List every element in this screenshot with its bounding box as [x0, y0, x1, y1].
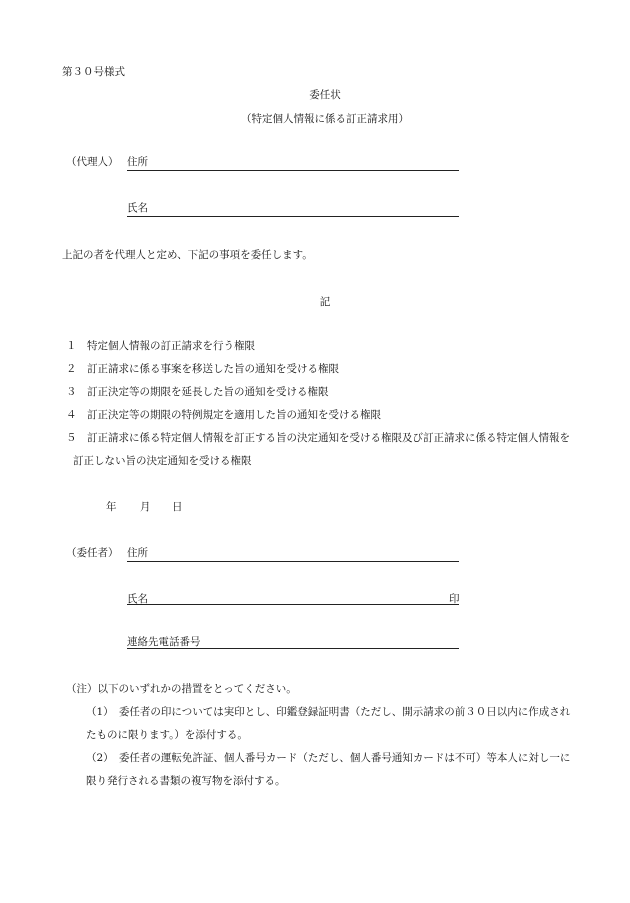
principal-name-line — [127, 604, 459, 605]
ki-heading: 記 — [319, 296, 331, 308]
form-number: 第３０号様式 — [62, 66, 125, 78]
principal-address-line — [127, 561, 459, 562]
date-year: 年 — [106, 501, 117, 513]
document-subtitle: （特定個人情報に係る訂正請求用） — [241, 113, 409, 125]
agent-address-label: 住所 — [127, 156, 148, 168]
note-1: （1） 委任者の印については実印とし、印鑑登録証明書（ただし、開示請求の前３０日以内に作成され — [86, 706, 571, 718]
principal-label: （委任者） — [66, 547, 119, 559]
principal-phone-label: 連絡先電話番号 — [127, 636, 201, 648]
note-1-continued: たものに限ります。）を添付する。 — [86, 729, 248, 741]
agent-address-line — [127, 170, 459, 171]
principal-phone-line — [127, 648, 459, 649]
note-2: （2） 委任者の運転免許証、個人番号カード（ただし、個人番号通知カードは不可）等本人に対し一に — [86, 752, 571, 764]
date-month: 月 — [140, 501, 151, 513]
intro-text: 上記の者を代理人と定め、下記の事項を委任します。 — [62, 249, 313, 261]
item-1: １ 特定個人情報の訂正請求を行う権限 — [66, 340, 255, 352]
document-title: 委任状 — [309, 89, 341, 101]
agent-name-label: 氏名 — [127, 202, 148, 214]
item-5-continued: 訂正しない旨の決定通知を受ける権限 — [73, 455, 252, 467]
item-3: ３ 訂正決定等の期限を延長した旨の通知を受ける権限 — [66, 386, 329, 398]
item-4: ４ 訂正決定等の期限の特例規定を適用した旨の通知を受ける権限 — [66, 409, 381, 421]
date-day: 日 — [172, 501, 183, 513]
agent-label: （代理人） — [66, 156, 119, 168]
principal-address-label: 住所 — [127, 547, 148, 559]
note-2-continued: 限り発行される書類の複写物を添付する。 — [86, 775, 286, 787]
seal-mark: 印 — [449, 593, 460, 605]
item-2: ２ 訂正請求に係る事案を移送した旨の通知を受ける権限 — [66, 363, 339, 375]
item-5: ５ 訂正請求に係る特定個人情報を訂正する旨の決定通知を受ける権限及び訂正請求に係る特定個人情報を — [66, 432, 570, 444]
notes-heading: （注）以下のいずれかの措置をとってください。 — [66, 683, 297, 695]
agent-name-line — [127, 216, 459, 217]
principal-name-label: 氏名 — [127, 593, 148, 605]
